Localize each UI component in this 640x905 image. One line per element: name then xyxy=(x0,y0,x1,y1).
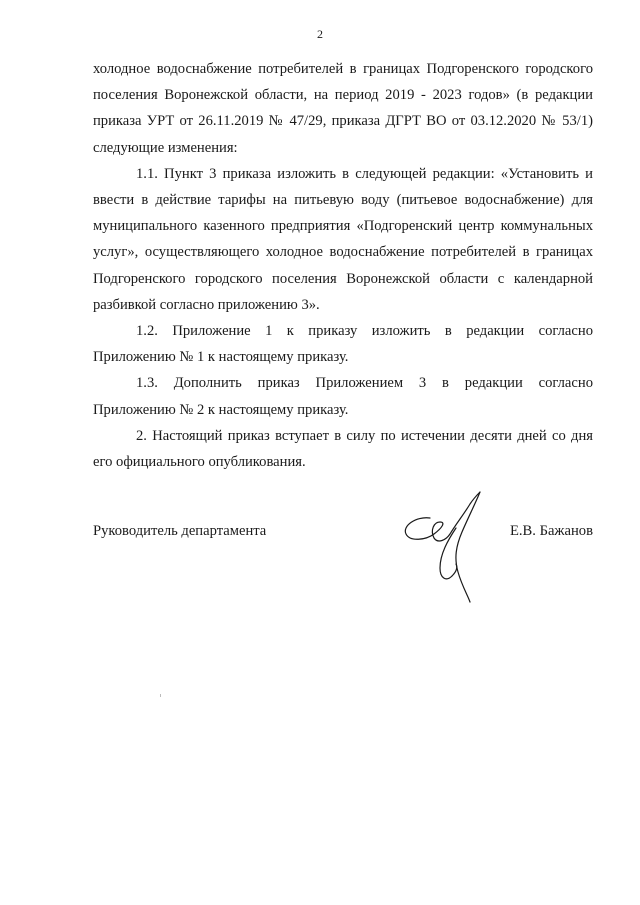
paragraph-item-1-2: 1.2. Приложение 1 к приказу изложить в редакции согласно Приложению № 1 к настоящему приказу. xyxy=(93,323,593,366)
page-number: 2 xyxy=(317,27,323,41)
signatory-position: Руководитель департамента xyxy=(93,523,267,539)
paragraph-item-1-3: 1.3. Дополнить приказ Приложением 3 в редакции согласно Приложению № 2 к настоящему приказу. xyxy=(93,375,593,418)
signatory-name: Е.В. Бажанов xyxy=(509,523,593,539)
scan-artifact xyxy=(160,694,161,697)
signature-block xyxy=(93,520,593,550)
paragraph-continuation: холодное водоснабжение потребителей в границах Подгоренского городского поселения Воронежской области, на период 2019 - 2023 годов» (в редакции приказа УРТ от 26.11.2019 № 47/29, приказа ДГРТ ВО от 03.12.2020 № 53/1) следующие изменения: xyxy=(93,61,593,156)
document-body xyxy=(93,56,593,475)
handwritten-signature xyxy=(400,488,500,606)
paragraph-item-2: 2. Настоящий приказ вступает в силу по истечении десяти дней со дня его официального опубликования. xyxy=(93,427,593,471)
paragraph-item-1-1: 1.1. Пункт 3 приказа изложить в следующей редакции: «Установить и ввести в действие тарифы на питьевую воду (питьевое водоснабжение) для муниципального казенного предприятия «Подгоренский центр коммунальных услуг», осуществляющего холодное водоснабжение потребителей в границах Подгоренского городского поселения Воронежской области с календарной разбивкой согласно приложению 3». xyxy=(93,165,593,313)
